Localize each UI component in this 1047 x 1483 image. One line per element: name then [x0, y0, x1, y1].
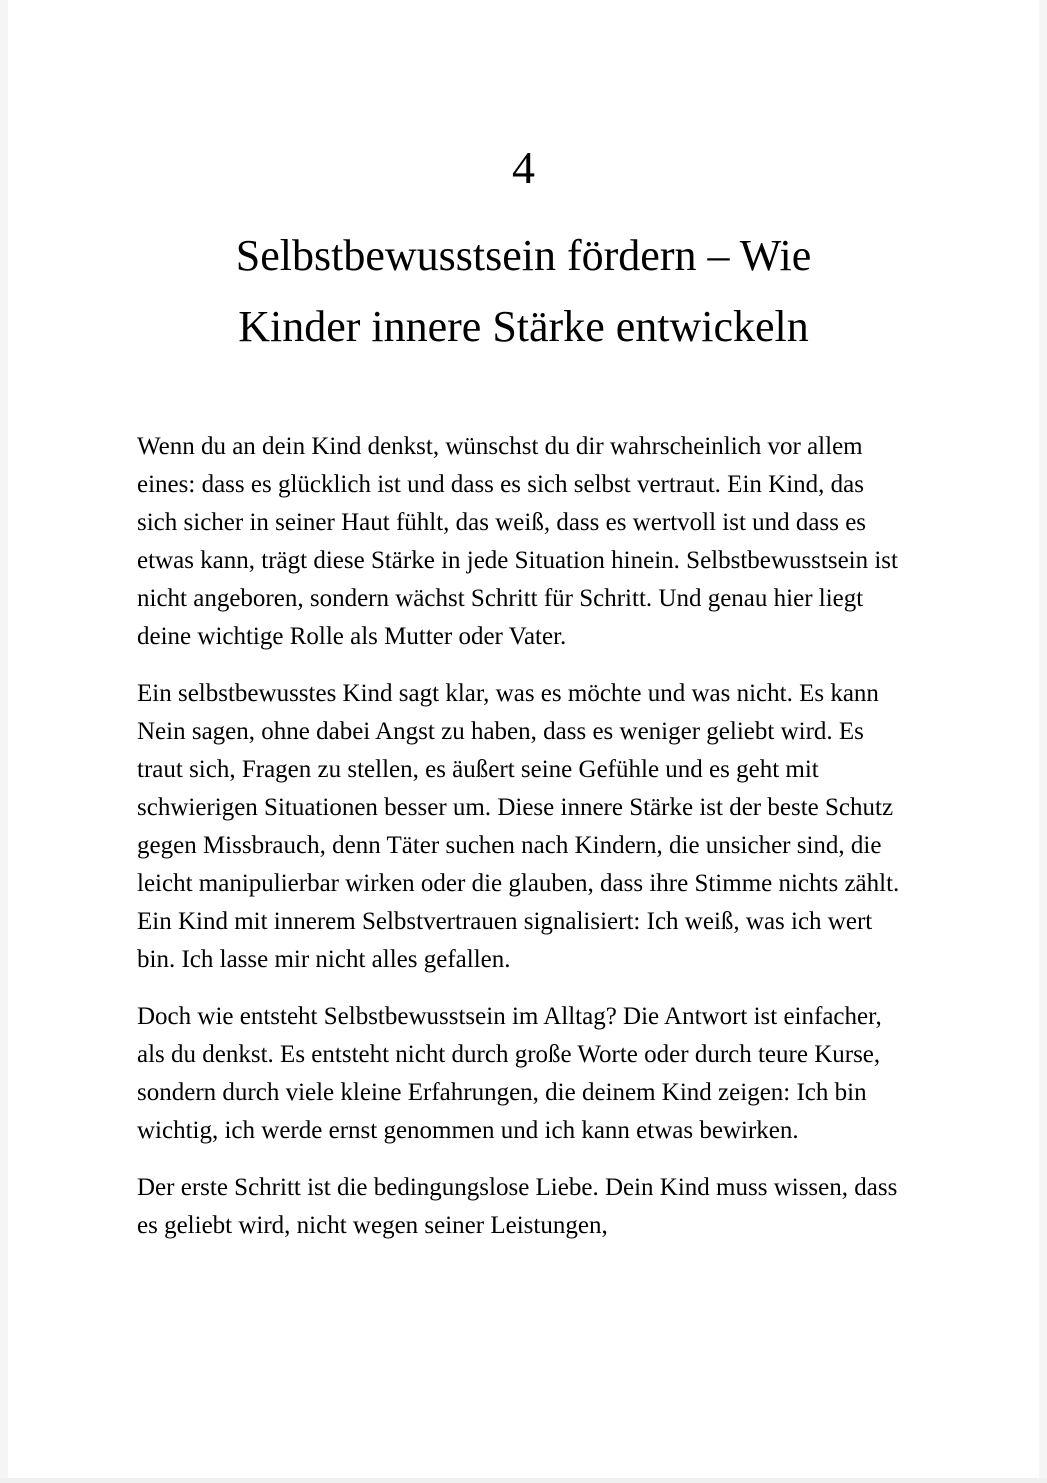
paragraph-1: Wenn du an dein Kind denkst, wünschst du dir wahrscheinlich vor allem eines: dass es glücklich ist und dass es sich selbst vertraut. Ein Kind, das sich sicher in seiner Haut fühlt, das weiß, dass es wertvoll ist und dass es etwas kann, trägt diese Stärke in jede Situation hinein. Selbstbewusstsein ist nicht angeboren, sondern wächst Schritt für Schritt. Und genau hier liegt deine wichtige Rolle als Mutter oder Vater.: [137, 432, 898, 650]
chapter-title: [137, 221, 910, 362]
chapter-title-line-1: Selbstbewusstsein fördern – Wie: [235, 231, 812, 281]
paragraph-4: Der erste Schritt ist die bedingungslose Liebe. Dein Kind muss wissen, dass es geliebt wird, nicht wegen seiner Leistungen,: [137, 1173, 898, 1239]
chapter-title-line-2: Kinder innere Stärke entwickeln: [238, 301, 809, 351]
chapter-body: [137, 428, 910, 1245]
paragraph-3: Doch wie entsteht Selbstbewusstsein im Alltag? Die Antwort ist einfacher, als du denkst. Es entsteht nicht durch große Worte oder durch teure Kurse, sondern durch viele kleine Erfahrungen, die deinem Kind zeigen: Ich bin wichtig, ich werde ernst genommen und ich kann etwas bewirken.: [137, 1002, 882, 1144]
paragraph-2: Ein selbstbewusstes Kind sagt klar, was es möchte und was nicht. Es kann Nein sagen, ohne dabei Angst zu haben, dass es weniger geliebt wird. Es traut sich, Fragen zu stellen, es äußert seine Gefühle und es geht mit schwierigen Situationen besser um. Diese innere Stärke ist der beste Schutz gegen Missbrauch, denn Täter suchen nach Kindern, die unsicher sind, die leicht manipulierbar wirken oder die glauben, dass ihre Stimme nichts zählt. Ein Kind mit innerem Selbstvertrauen signalisiert: Ich weiß, was ich wert bin. Ich lasse mir nicht alles gefallen.: [137, 679, 900, 973]
chapter-number: 4: [512, 142, 535, 193]
